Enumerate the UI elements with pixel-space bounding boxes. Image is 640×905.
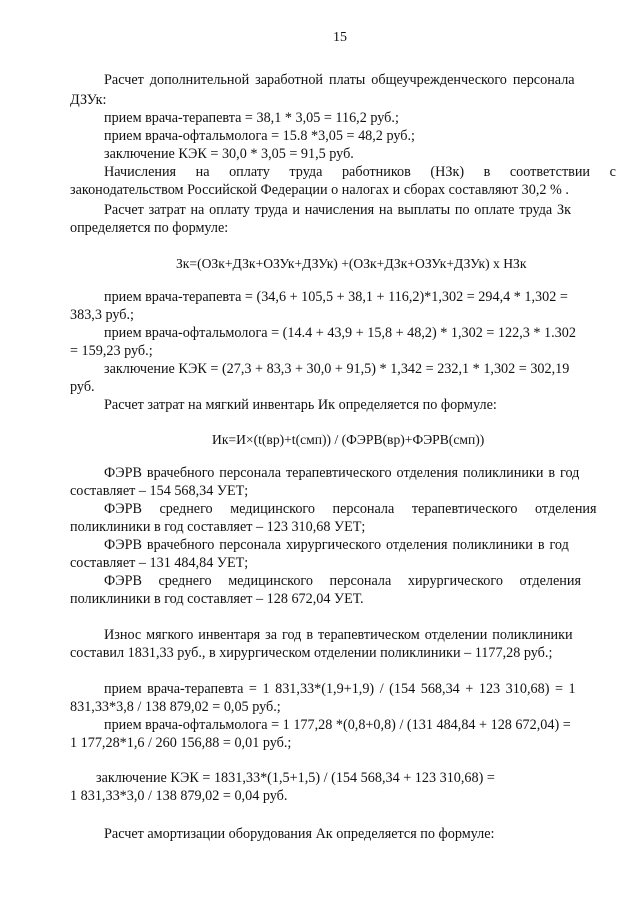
ik-calc-therapist-line1: прием врача-терапевта = 1 831,33*(1,9+1,9) / (154 568,34 + 123 310,68) = 1	[104, 681, 576, 697]
ferv-therapy-doctors-line2: составляет – 154 568,34 УЕТ;	[70, 483, 249, 499]
dzu-item-ophthalmologist: прием врача-офтальмолога = 15.8 *3,05 = 48,2 руб.;	[104, 128, 415, 144]
page-number: 15	[333, 30, 347, 45]
zk-formula: Зк=(ОЗк+ДЗк+ОЗУк+ДЗУк) +(ОЗк+ДЗк+ОЗУк+ДЗУк) х НЗк	[176, 256, 527, 271]
zk-intro-line1: Расчет затрат на оплату труда и начисления на выплаты по оплате труда Зк	[104, 202, 571, 218]
ik-calc-ophth-line2: 1 177,28*1,6 / 260 156,88 = 0,01 руб.;	[70, 735, 292, 751]
ik-calc-kek-line2: 1 831,33*3,0 / 138 879,02 = 0,04 руб.	[70, 788, 288, 804]
ik-formula: Ик=И×(t(вр)+t(смп)) / (ФЭРВ(вр)+ФЭРВ(смп))	[212, 432, 485, 447]
ik-calc-kek-line1: заключение КЭК = 1831,33*(1,5+1,5) / (154 568,34 + 123 310,68) =	[96, 770, 495, 786]
ferv-surgery-nurses-line1: ФЭРВ среднего медицинского персонала хирургического отделения	[104, 573, 582, 589]
ik-calc-ophth-line1: прием врача-офтальмолога = 1 177,28 *(0,8+0,8) / (131 484,84 + 128 672,04) =	[104, 717, 571, 733]
charges-line2: законодательством Российской Федерации о налогах и сборах составляют 30,2 % .	[70, 182, 569, 198]
ik-calc-therapist-line2: 831,33*3,8 / 138 879,02 = 0,05 руб.;	[70, 699, 281, 715]
zk-calc-therapist-line2: 383,3 руб.;	[70, 307, 134, 323]
ferv-therapy-nurses-line1: ФЭРВ среднего медицинского персонала терапевтического отделения	[104, 501, 597, 517]
dzu-item-kek: заключение КЭК = 30,0 * 3,05 = 91,5 руб.	[104, 146, 354, 162]
wear-line2: составил 1831,33 руб., в хирургическом отделении поликлиники – 1177,28 руб.;	[70, 645, 553, 661]
ferv-surgery-doctors-line1: ФЭРВ врачебного персонала хирургического отделения поликлиники в год	[104, 537, 569, 553]
zk-calc-kek-line1: заключение КЭК = (27,3 + 83,3 + 30,0 + 91,5) * 1,342 = 232,1 * 1,302 = 302,19	[104, 361, 570, 377]
ferv-therapy-doctors-line1: ФЭРВ врачебного персонала терапевтического отделения поликлиники в год	[104, 465, 580, 481]
zk-calc-ophth-line1: прием врача-офтальмолога = (14.4 + 43,9 + 15,8 + 48,2) * 1,302 = 122,3 * 1.302	[104, 325, 576, 341]
ferv-therapy-nurses-line2: поликлиники в год составляет – 123 310,68 УЕТ;	[70, 519, 366, 535]
zk-calc-therapist-line1: прием врача-терапевта = (34,6 + 105,5 + 38,1 + 116,2)*1,302 = 294,4 * 1,302 =	[104, 289, 568, 305]
ak-intro: Расчет амортизации оборудования Ак определяется по формуле:	[104, 826, 495, 842]
dzu-item-therapist: прием врача-терапевта = 38,1 * 3,05 = 116,2 руб.;	[104, 110, 399, 126]
dzu-intro-line2: ДЗУк:	[70, 92, 107, 108]
ik-intro: Расчет затрат на мягкий инвентарь Ик определяется по формуле:	[104, 397, 497, 413]
zk-calc-kek-line2: руб.	[70, 379, 95, 395]
ferv-surgery-nurses-line2: поликлиники в год составляет – 128 672,04 УЕТ.	[70, 591, 364, 607]
ferv-surgery-doctors-line2: составляет – 131 484,84 УЕТ;	[70, 555, 249, 571]
charges-line1: Начисления на оплату труда работников (НЗк) в соответствии с	[104, 164, 616, 180]
wear-line1: Износ мягкого инвентаря за год в терапевтическом отделении поликлиники	[104, 627, 573, 643]
zk-intro-line2: определяется по формуле:	[70, 220, 229, 236]
dzu-intro-line1: Расчет дополнительной заработной платы общеучрежденческого персонала	[104, 72, 575, 88]
zk-calc-ophth-line2: = 159,23 руб.;	[70, 343, 153, 359]
